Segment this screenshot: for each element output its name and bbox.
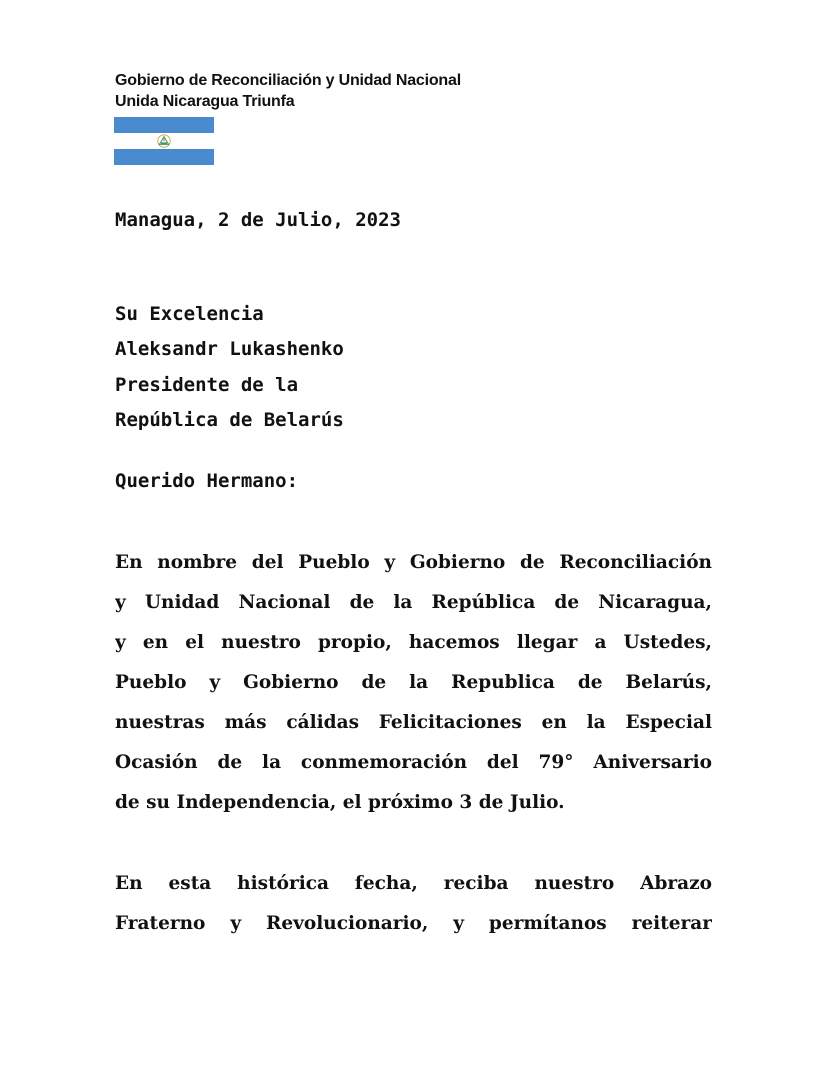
letterhead-government-name: Gobierno de Reconciliación y Unidad Nacional [115,72,461,89]
nicaragua-flag [114,117,214,165]
nicaragua-coat-of-arms-icon [156,134,172,148]
recipient-country: República de Belarús [115,408,344,431]
flag-stripe-top [114,117,214,133]
salutation: Querido Hermano: [115,470,299,492]
paragraph-line: En esta histórica fecha, reciba nuestro Abrazo [115,873,712,894]
paragraph-line: Pueblo y Gobierno de la Republica de Belarús, [115,672,712,693]
recipient-block [115,297,344,438]
letterhead [115,70,461,112]
paragraph-line: y Unidad Nacional de la República de Nicaragua, [115,592,712,613]
paragraph-line: En nombre del Pueblo y Gobierno de Reconciliación [115,552,712,573]
paragraph-2 [115,864,712,944]
letterhead-slogan: Unida Nicaragua Triunfa [115,93,295,110]
paragraph-1 [115,543,712,823]
paragraph-line: Fraterno y Revolucionario, y permítanos reiterar [115,913,712,934]
paragraph-line: de su Independencia, el próximo 3 de Julio. [115,792,565,813]
paragraph-line: nuestras más cálidas Felicitaciones en la Especial [115,712,712,733]
flag-stripe-bottom [114,149,214,165]
recipient-honorific: Su Excelencia [115,303,264,325]
paragraph-line: Ocasión de la conmemoración del 79° Aniversario [115,752,712,773]
paragraph-line: y en el nuestro propio, hacemos llegar a Ustedes, [115,632,712,653]
recipient-title: Presidente de la [115,373,299,396]
recipient-name: Aleksandr Lukashenko [115,338,344,361]
letter-date: Managua, 2 de Julio, 2023 [115,209,401,231]
